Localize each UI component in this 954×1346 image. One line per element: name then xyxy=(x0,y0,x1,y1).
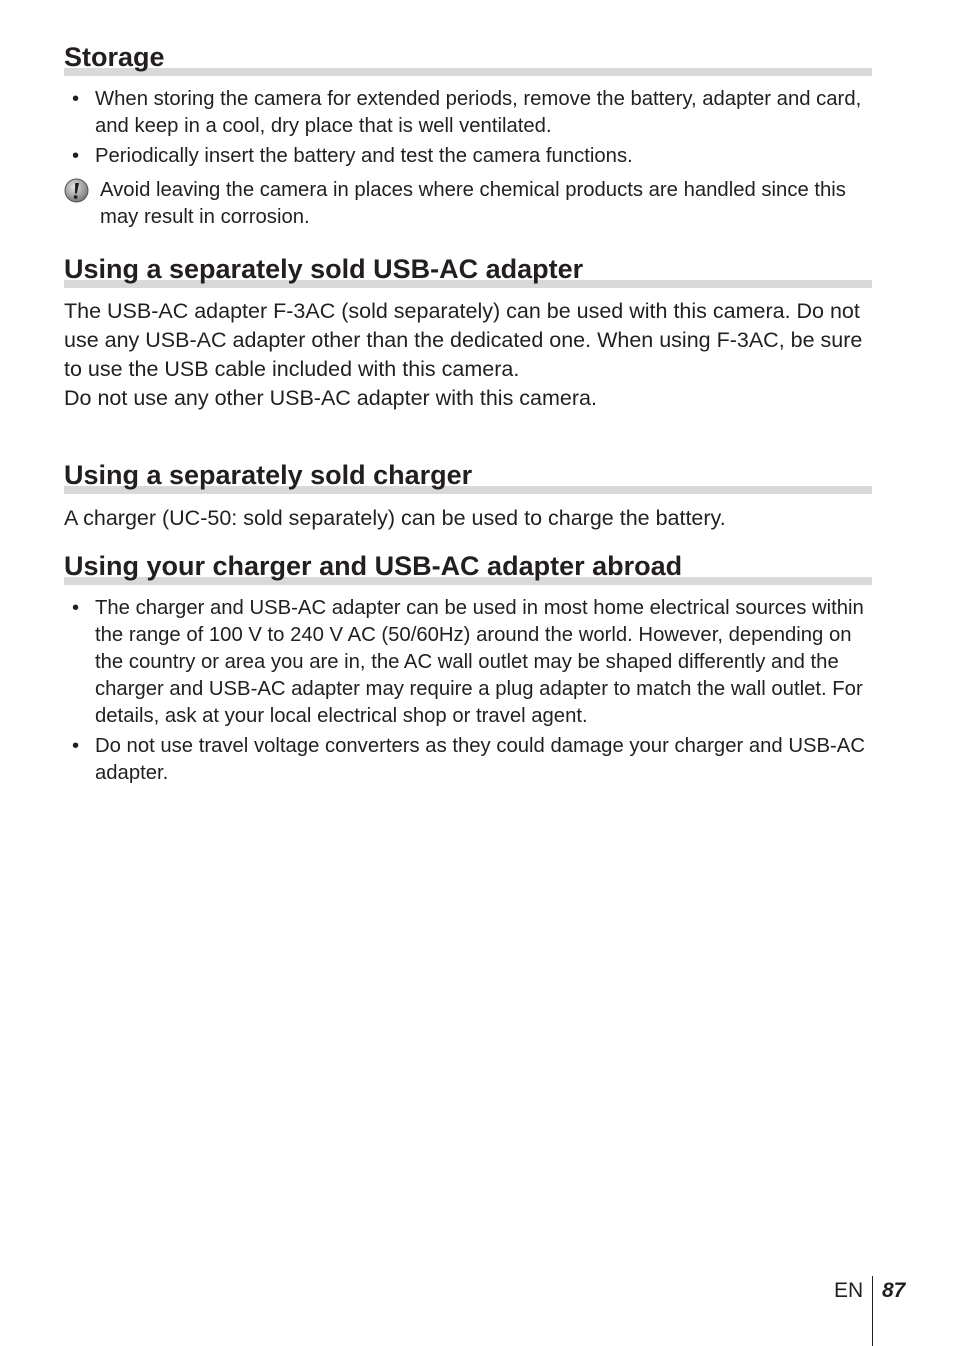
page-number: 87 xyxy=(882,1279,906,1302)
section-heading xyxy=(64,42,872,76)
section-charger xyxy=(64,460,872,533)
section-heading xyxy=(64,460,872,494)
section-storage xyxy=(64,42,872,231)
bullet-dot: • xyxy=(72,88,80,110)
language-code: EN xyxy=(834,1279,864,1302)
bullet-dot: • xyxy=(72,145,80,167)
abroad-bullet-list xyxy=(64,595,872,787)
bullet-text: The charger and USB-AC adapter can be used in most home electrical sources within the range of 100 V to 240 V AC (50/60Hz) around the world. However, depending on the country or area you are in, the AC wall outlet may be shaped differently and the charger and USB-AC adapter may require a plug adapter to match the wall outlet. For details, ask at your local electrical shop or travel agent. xyxy=(95,597,864,727)
usb-adapter-paragraph: Do not use any other USB-AC adapter with this camera. xyxy=(64,386,597,410)
usb-adapter-paragraph: The USB-AC adapter F-3AC (sold separately) can be used with this camera. Do not use any USB-AC adapter other than the dedicated one. When using F-3AC, be sure to use the USB cable included with this camera. xyxy=(64,299,863,381)
list-item xyxy=(64,733,872,787)
footer-divider xyxy=(872,1276,873,1346)
list-item xyxy=(64,595,872,730)
heading-storage: Storage xyxy=(64,42,165,72)
bullet-dot: • xyxy=(72,735,80,757)
bullet-text: Do not use travel voltage converters as they could damage your charger and USB-AC adapter. xyxy=(95,735,865,784)
heading-charger: Using a separately sold charger xyxy=(64,460,473,490)
page-footer xyxy=(834,1276,944,1346)
heading-abroad: Using your charger and USB-AC adapter abroad xyxy=(64,551,683,581)
bullet-text: Periodically insert the battery and test the camera functions. xyxy=(95,145,633,167)
list-item xyxy=(64,143,872,170)
section-abroad xyxy=(64,551,872,790)
section-heading xyxy=(64,551,872,585)
section-heading xyxy=(64,254,872,288)
bullet-text: When storing the camera for extended periods, remove the battery, adapter and card, and keep in a cool, dry place that is well ventilated. xyxy=(95,88,862,137)
charger-paragraph: A charger (UC-50: sold separately) can be used to charge the battery. xyxy=(64,506,726,530)
section-usb-ac-adapter xyxy=(64,254,872,413)
heading-rule xyxy=(64,68,872,76)
caution-exclamation-icon xyxy=(64,178,89,203)
storage-bullet-list xyxy=(64,86,872,170)
heading-usb-ac-adapter: Using a separately sold USB-AC adapter xyxy=(64,254,584,284)
caution-text: Avoid leaving the camera in places where chemical products are handled since this may result in corrosion. xyxy=(100,179,846,228)
bullet-dot: • xyxy=(72,597,80,619)
list-item xyxy=(64,86,872,140)
caution-note xyxy=(64,177,872,231)
